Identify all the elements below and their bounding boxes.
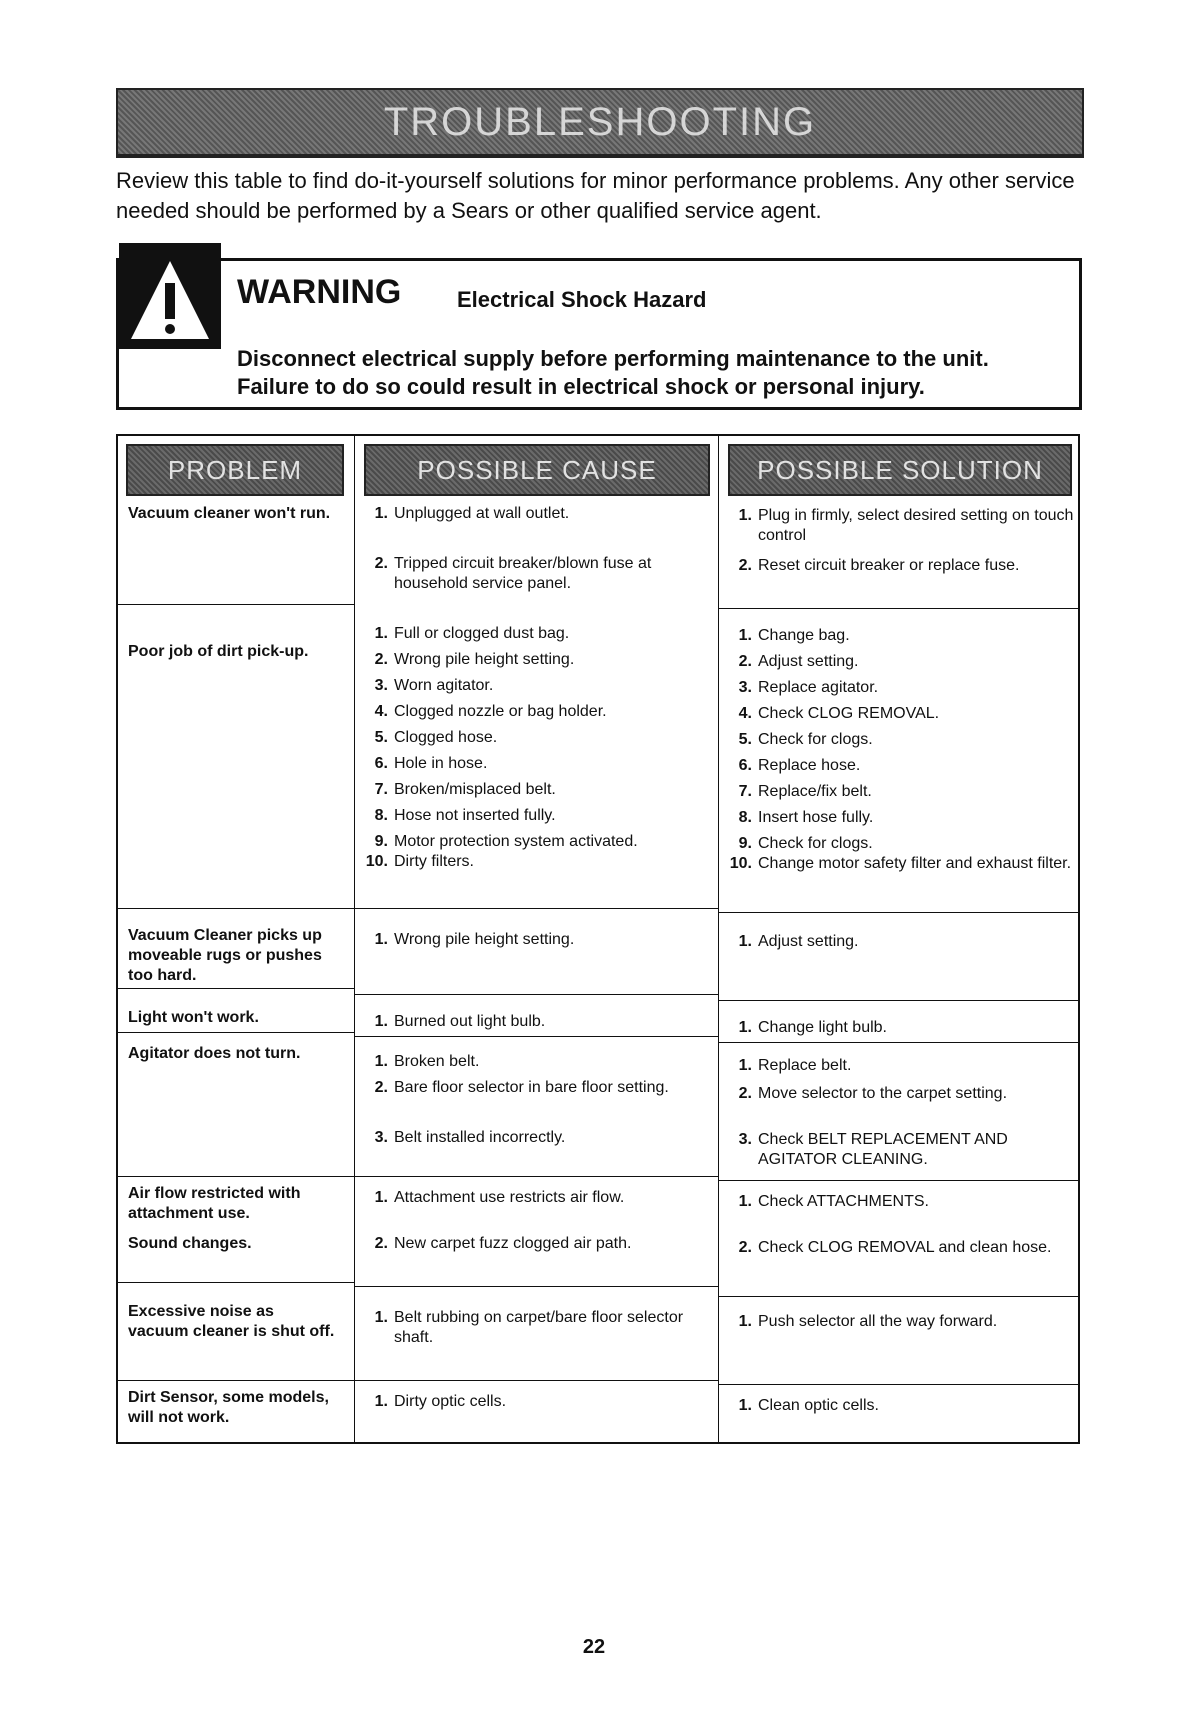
cause-item: 1. Dirty optic cells. bbox=[374, 1393, 507, 1410]
warning-box bbox=[116, 258, 1082, 410]
header-solution bbox=[728, 444, 1072, 496]
row-divider bbox=[118, 1380, 718, 1381]
cause-item: 2. Bare floor selector in bare floor setting. bbox=[374, 1079, 669, 1096]
cause-item: 3. Worn agitator. bbox=[374, 677, 494, 694]
solution-item: 1. Check ATTACHMENTS. bbox=[738, 1193, 929, 1210]
section-banner bbox=[116, 88, 1084, 156]
row-divider bbox=[118, 908, 718, 909]
solution-item: 2. Move selector to the carpet setting. bbox=[738, 1085, 1008, 1102]
cause-item: 1. Unplugged at wall outlet. bbox=[374, 505, 570, 522]
row-divider bbox=[718, 1180, 1080, 1181]
header-problem bbox=[126, 444, 344, 496]
divider bbox=[116, 156, 1084, 158]
header-label: POSSIBLE CAUSE bbox=[417, 454, 657, 485]
row-divider bbox=[354, 1286, 718, 1287]
cause-item: 7. Broken/misplaced belt. bbox=[374, 781, 556, 798]
cause-item: 2. Tripped circuit breaker/blown fuse at household service panel. bbox=[374, 555, 652, 592]
cause-item: 2. New carpet fuzz clogged air path. bbox=[374, 1235, 632, 1252]
solution-item: 2. Check CLOG REMOVAL and clean hose. bbox=[738, 1239, 1052, 1256]
solution-item: 1. Adjust setting. bbox=[738, 933, 859, 950]
warning-title: WARNING bbox=[237, 273, 402, 311]
row-divider bbox=[718, 1042, 1080, 1043]
solution-item: 1. Change bag. bbox=[738, 627, 850, 644]
cause-item: 6. Hole in hose. bbox=[374, 755, 488, 772]
problem-text: Agitator does not turn. bbox=[128, 1045, 301, 1062]
row-divider bbox=[118, 1176, 718, 1177]
cause-item: 1. Full or clogged dust bag. bbox=[374, 625, 570, 642]
solution-item: 1. Push selector all the way forward. bbox=[738, 1313, 998, 1330]
solution-item: 1. Replace belt. bbox=[738, 1057, 852, 1074]
problem-text: Poor job of dirt pick-up. bbox=[128, 643, 309, 660]
solution-item: 6. Replace hose. bbox=[738, 757, 861, 774]
row-divider bbox=[718, 1000, 1080, 1001]
row-divider bbox=[718, 912, 1080, 913]
cause-item: 9. Motor protection system activated. bbox=[374, 833, 638, 850]
cause-item: 5. Clogged hose. bbox=[374, 729, 498, 746]
problem-text: Air flow restricted with attachment use. bbox=[128, 1185, 301, 1222]
cause-item: 2. Wrong pile height setting. bbox=[374, 651, 575, 668]
row-divider bbox=[118, 604, 354, 605]
header-label: PROBLEM bbox=[167, 454, 303, 485]
solution-item: 2. Reset circuit breaker or replace fuse. bbox=[738, 557, 1020, 574]
problem-text: Vacuum Cleaner picks up moveable rugs or pushes too hard. bbox=[128, 927, 322, 984]
column-divider bbox=[354, 436, 355, 1442]
row-divider bbox=[718, 608, 1080, 609]
section-title: TROUBLESHOOTING bbox=[383, 99, 817, 144]
problem-text: Excessive noise as vacuum cleaner is shut off. bbox=[128, 1303, 335, 1340]
solution-item: 9. Check for clogs. bbox=[738, 835, 873, 852]
cause-item: 1. Burned out light bulb. bbox=[374, 1013, 546, 1030]
cause-item: 8. Hose not inserted fully. bbox=[374, 807, 556, 824]
cause-item: 3. Belt installed incorrectly. bbox=[374, 1129, 566, 1146]
solution-item: 7. Replace/fix belt. bbox=[738, 783, 872, 800]
header-label: POSSIBLE SOLUTION bbox=[757, 454, 1043, 485]
solution-item: 10. Change motor safety filter and exhaust filter. bbox=[729, 855, 1072, 872]
row-divider bbox=[118, 988, 354, 989]
row-divider bbox=[118, 1282, 354, 1283]
page-number: 22 bbox=[582, 1636, 606, 1658]
header-cause bbox=[364, 444, 710, 496]
problem-text: Light won't work. bbox=[128, 1009, 259, 1026]
warning-subtitle: Electrical Shock Hazard bbox=[457, 287, 707, 312]
solution-item: 3. Replace agitator. bbox=[738, 679, 879, 696]
column-divider bbox=[718, 436, 719, 1442]
cause-item: 1. Broken belt. bbox=[374, 1053, 480, 1070]
row-divider bbox=[118, 1032, 354, 1033]
troubleshooting-table bbox=[116, 434, 1080, 1444]
solution-item: 2. Adjust setting. bbox=[738, 653, 859, 670]
solution-item: 1. Clean optic cells. bbox=[738, 1397, 879, 1414]
intro-paragraph: Review this table to find do-it-yourself solutions for minor performance problems. Any other service needed should be performed by a Sears or other qualified service agent. bbox=[116, 168, 1075, 223]
row-divider bbox=[354, 1036, 718, 1037]
problem-text: Dirt Sensor, some models, will not work. bbox=[128, 1389, 329, 1426]
cause-item: 10. Dirty filters. bbox=[365, 853, 474, 870]
cause-item: 1. Belt rubbing on carpet/bare floor selector shaft. bbox=[374, 1309, 684, 1346]
solution-item: 8. Insert hose fully. bbox=[738, 809, 874, 826]
row-divider bbox=[718, 1384, 1080, 1385]
row-divider bbox=[354, 994, 718, 995]
row-divider bbox=[718, 1296, 1080, 1297]
solution-item: 1. Change light bulb. bbox=[738, 1019, 887, 1036]
warning-text: Disconnect electrical supply before performing maintenance to the unit. Failure to do so could result in electrical shock or personal injury. bbox=[237, 346, 989, 399]
solution-item: 4. Check CLOG REMOVAL. bbox=[738, 705, 940, 722]
problem-text: Sound changes. bbox=[128, 1235, 252, 1252]
warning-triangle-icon bbox=[119, 243, 221, 349]
solution-item: 1. Plug in firmly, select desired setting on touch control bbox=[738, 507, 1074, 544]
cause-item: 1. Attachment use restricts air flow. bbox=[374, 1189, 625, 1206]
cause-item: 1. Wrong pile height setting. bbox=[374, 931, 575, 948]
problem-text: Vacuum cleaner won't run. bbox=[128, 505, 331, 522]
cause-item: 4. Clogged nozzle or bag holder. bbox=[374, 703, 607, 720]
solution-item: 5. Check for clogs. bbox=[738, 731, 873, 748]
solution-item: 3. Check BELT REPLACEMENT AND AGITATOR CLEANING. bbox=[738, 1131, 1008, 1168]
